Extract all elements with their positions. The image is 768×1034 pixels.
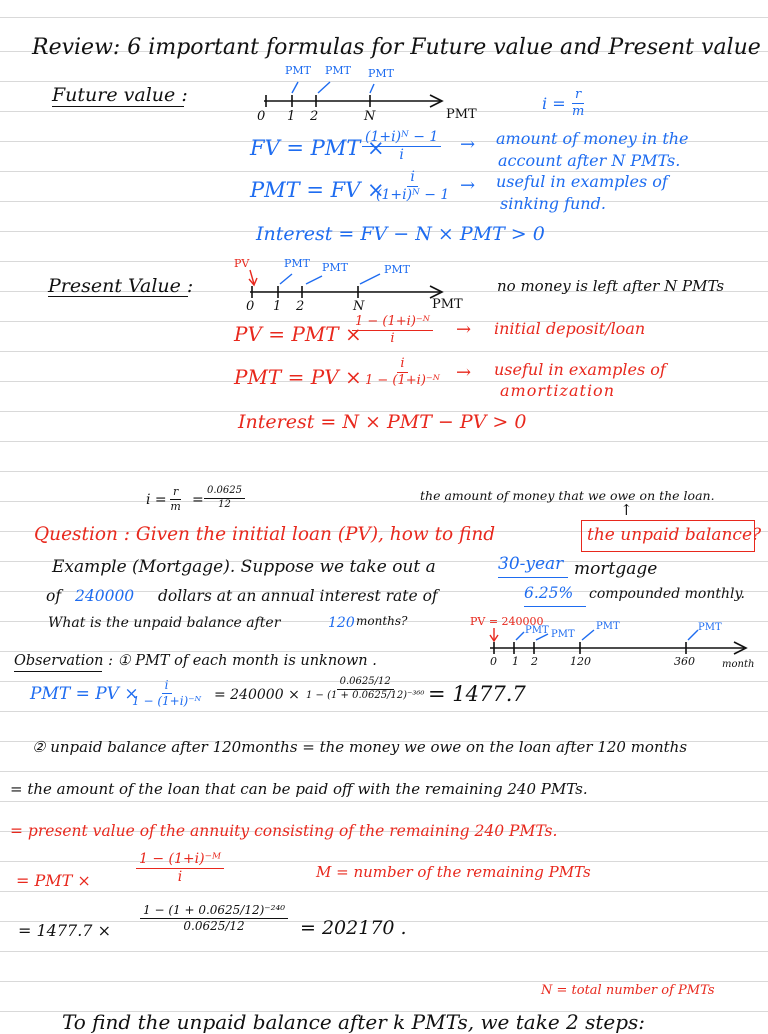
observation-2-calc-result: = 202170 . [300,917,407,939]
tl2-tick-0: 0 [490,655,497,668]
fv-formula-2-num: i [407,170,417,187]
pv-tick-n: N [353,299,365,314]
fv-formula-2-note-1: useful in examples of [496,172,668,191]
pv-tick-0: 0 [246,299,255,314]
pv-tick-1: 1 [273,299,282,314]
fv-formula-2-den: (1+i)ᴺ − 1 [376,186,450,203]
pv-formula-2-den: 1 − (1+i)⁻ᴺ [365,372,440,388]
observation-2-line-3: = present value of the annuity consisting of the remaining 240 PMTs. [10,822,558,840]
pmt-calc-mid: = 240000 × [214,687,300,703]
pv-formula-1-frac [352,315,433,345]
observation-2-m-note: M = number of the remaining PMTs [316,863,591,881]
example-line-1-c: mortgage [574,559,658,579]
rate-calc-lhs: i = [146,492,167,508]
observation-2-line-1: ② unpaid balance after 120months = the money we owe on the loan after 120 months [32,738,688,756]
fv-formula-1-den: i [399,146,404,163]
example-line-2-e: compounded monthly. [589,586,745,602]
example-rate-underline [524,606,586,607]
example-line-2-d: 6.25% [524,584,574,602]
pv-formula-2-note-2: amortization [500,381,615,400]
tl2-tick-120: 120 [570,655,591,668]
pv-formula-1-den: i [390,330,395,346]
rate-calc-num-2: 0.0625 [204,486,245,499]
fv-formula-1-lhs: FV = PMT × [250,136,385,160]
tl2-pmt-2: PMT [551,629,575,640]
pmt-calc-num-1: i [162,679,172,694]
tl2-tick-360: 360 [674,655,695,668]
example-30-year-underline [498,577,568,578]
fv-heading-underline [52,106,184,107]
fv-formula-1-note-2: account after N PMTs. [498,151,681,170]
fv-formula-1-arrow: → [460,134,476,155]
observation-2-pmt-den: i [177,868,183,885]
pmt-calc-result: = 1477.7 [428,682,526,706]
example-line-1-b: 30-year [498,554,564,574]
example-line-3-b: 120 [328,615,355,631]
observation-2-pmt-frac [136,852,224,884]
pv-pmt-label-3: PMT [384,263,411,276]
observation-2-pmt-num: 1 − (1+i)⁻ᴹ [136,852,224,869]
example-line-2-b: 240000 [75,587,135,605]
pv-formula-1-note: initial deposit/loan [494,319,646,338]
pmt-calc-frac-1 [132,679,201,707]
tl2-axis-label: month [722,659,755,670]
fv-rate-lhs: i = [542,94,566,113]
observation-2-calc-frac [140,904,288,932]
pv-heading-underline [48,296,188,297]
fv-pmt-label-3: PMT [368,67,395,80]
pmt-calc-lhs: PMT = PV × [30,684,139,704]
rate-calc-den-1: m [170,499,181,513]
question-text: Question : Given the initial loan (PV), how to find [34,524,496,545]
pv-axis-label: PMT [432,297,463,312]
pmt-calc-frac-2 [306,677,424,701]
observation-2-calc-num: 1 − (1 + 0.0625/12)⁻²⁴⁰ [140,904,288,919]
pv-pmt-label-2: PMT [322,261,349,274]
fv-formula-2-arrow: → [460,175,476,196]
tl2-pmt-3: PMT [596,621,620,632]
pv-formula-1-lhs: PV = PMT × [234,322,362,346]
tl2-pv-label: PV = 240000 [470,615,544,628]
example-line-2-c: dollars at an annual interest rate of [158,587,438,605]
owe-note: the amount of money that we owe on the loan. [420,488,715,503]
example-line-3-a: What is the unpaid balance after [48,615,281,631]
fv-formula-2-note-2: sinking fund. [500,194,606,213]
example-line-1-a: Example (Mortgage). Suppose we take out a [52,557,436,577]
fv-formula-2-lhs: PMT = FV × [250,178,385,202]
pv-interest-formula: Interest = N × PMT − PV > 0 [238,411,527,433]
fv-tick-1: 1 [287,109,296,124]
tl2-tick-2: 2 [531,655,538,668]
fv-rate-num: r [572,88,584,104]
rate-calc-num-1: r [170,486,181,500]
pv-no-money-note: no money is left after N PMTs [497,277,725,295]
fv-formula-1-frac [362,130,441,162]
owe-note-arrow: ↑ [620,501,633,519]
tl2-tick-1: 1 [512,655,519,668]
pv-pmt-label-1: PMT [284,257,311,270]
pv-timeline-pv-label: PV [234,257,250,270]
rate-calc-den-2: 12 [218,498,231,510]
tl2-pmt-4: PMT [698,622,722,633]
fv-formula-1-num: (1+i)ᴺ − 1 [362,130,441,147]
fv-tick-2: 2 [310,109,319,124]
example-line-3-c: months? [356,614,408,628]
observation-1: Observation : ① PMT of each month is unknown . [14,653,377,669]
rate-calc-eq: = [192,492,204,508]
n-total-note: N = total number of PMTs [541,983,715,998]
rate-calc-frac-2 [204,486,245,510]
pv-heading: Present Value : [48,275,194,297]
pv-formula-2-lhs: PMT = PV × [234,365,362,389]
page-title: Review: 6 important formulas for Future value and Present value [32,35,761,60]
observation-2-calc-lhs: = 1477.7 × [18,921,111,940]
rate-calc-frac-1 [170,486,181,512]
pv-formula-2-arrow: → [456,362,472,383]
observation-2-pmt-lhs: = PMT × [16,871,91,890]
last-line: To find the unpaid balance after k PMTs, we take 2 steps: [62,1010,646,1034]
observation-2-line-2: = the amount of the loan that can be paid off with the remaining 240 PMTs. [10,780,588,798]
question-box-text: the unpaid balance? [587,525,762,545]
fv-tick-n: N [364,109,376,124]
fv-rate-den: m [572,103,585,119]
fv-heading: Future value : [52,84,188,106]
fv-axis-label: PMT [446,107,477,122]
fv-rate-frac [572,88,584,118]
pv-formula-1-arrow: → [456,319,472,340]
example-timeline [484,621,764,664]
pmt-calc-num-2: 0.0625/12 [337,677,394,690]
tl2-pmt-1: PMT [525,625,549,636]
fv-pmt-label-2: PMT [325,64,352,77]
pv-formula-2-frac [365,357,440,387]
observation-underline [14,671,102,672]
pv-formula-2-note-1: useful in examples of [494,360,666,379]
pv-formula-1-num: 1 − (1+i)⁻ᴺ [352,315,433,331]
fv-formula-1-note-1: amount of money in the [496,129,689,148]
fv-tick-0: 0 [257,109,266,124]
fv-pmt-label-1: PMT [285,64,312,77]
fv-formula-2-frac [376,170,449,202]
pv-tick-2: 2 [296,299,305,314]
example-line-2-a: of [46,587,62,605]
pv-formula-2-num: i [397,357,407,373]
pmt-calc-den-2: 1 − (1 + 0.0625/12)⁻³⁶⁰ [306,689,425,701]
pmt-calc-den-1: 1 − (1+i)⁻ᴺ [132,693,202,708]
observation-2-calc-den: 0.0625/12 [183,918,245,933]
fv-interest-formula: Interest = FV − N × PMT > 0 [256,223,545,245]
